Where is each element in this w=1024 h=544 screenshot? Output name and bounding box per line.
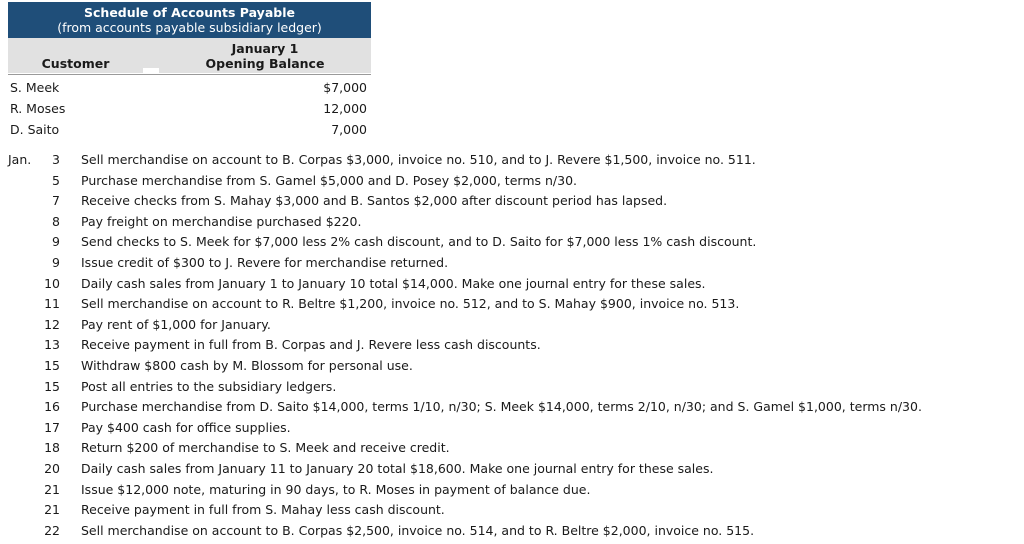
transaction-day: 17 (44, 419, 60, 435)
transaction-day: 9 (52, 254, 60, 270)
transaction-description: Sell merchandise on account to B. Corpas $3,000, invoice no. 510, and to J. Revere $1,500, invoice no. 511. (81, 152, 756, 167)
transaction-row (0, 335, 1024, 356)
transaction-row (0, 500, 1024, 521)
transaction-day: 16 (44, 399, 60, 415)
transaction-day: 15 (44, 378, 60, 394)
supplier-name: S. Meek (10, 80, 60, 95)
opening-balance-column-header (159, 41, 371, 71)
transaction-month (0, 212, 40, 233)
transaction-description: Receive payment in full from B. Corpas and J. Revere less cash discounts. (81, 337, 541, 353)
transaction-row (0, 480, 1024, 501)
transaction-row (0, 212, 1024, 233)
transaction-day: 22 (44, 522, 60, 538)
transaction-row (0, 232, 1024, 253)
transaction-description: Purchase merchandise from S. Gamel $5,000 and D. Posey $2,000, terms n/30. (81, 172, 577, 188)
balance-header-line1: January 1 (231, 41, 299, 56)
opening-balance-amount: 7,000 (331, 122, 367, 137)
transaction-day: 21 (44, 481, 60, 497)
transaction-description: Send checks to S. Meek for $7,000 less 2% cash discount, and to D. Saito for $7,000 less 1% cash discount. (81, 234, 757, 250)
transaction-row (0, 191, 1024, 212)
transaction-day: 8 (52, 213, 60, 229)
transaction-month (0, 418, 40, 439)
transaction-month (0, 438, 40, 459)
transaction-day: 21 (44, 502, 60, 518)
supplier-name: R. Moses (10, 101, 66, 116)
transaction-day: 3 (52, 152, 60, 167)
transaction-day: 10 (44, 275, 60, 291)
transaction-month (0, 335, 40, 356)
schedule-row (8, 98, 371, 119)
transaction-month (0, 521, 40, 542)
transaction-month (0, 459, 40, 480)
transaction-description: Withdraw $800 cash by M. Blossom for personal use. (81, 357, 413, 373)
transaction-month (0, 253, 40, 274)
schedule-rows (8, 77, 371, 140)
transaction-list (0, 150, 1024, 541)
transaction-row (0, 294, 1024, 315)
transaction-row (0, 356, 1024, 377)
transaction-month (0, 397, 40, 418)
transaction-day: 20 (44, 460, 60, 476)
transaction-row (0, 171, 1024, 192)
transaction-row (0, 418, 1024, 439)
transaction-month (0, 294, 40, 315)
transaction-month (0, 315, 40, 336)
transaction-row (0, 315, 1024, 336)
transaction-row (0, 521, 1024, 542)
transaction-row (0, 274, 1024, 295)
header-rule (8, 74, 371, 75)
transaction-description: Pay freight on merchandise purchased $220. (81, 213, 362, 229)
balance-header-line2: Opening Balance (205, 56, 325, 71)
transaction-description: Pay $400 cash for office supplies. (81, 419, 291, 435)
customer-column-header: Customer (41, 56, 110, 71)
supplier-name: D. Saito (10, 122, 60, 137)
transaction-month (0, 191, 40, 212)
transaction-row (0, 150, 1024, 171)
opening-balance-amount: 12,000 (323, 101, 367, 116)
transaction-row (0, 397, 1024, 418)
transaction-description: Issue credit of $300 to J. Revere for merchandise returned. (81, 254, 449, 270)
transaction-description: Issue $12,000 note, maturing in 90 days, to R. Moses in payment of balance due. (81, 481, 591, 497)
schedule-title: Schedule of Accounts Payable (84, 5, 295, 20)
schedule-subtitle: (from accounts payable subsidiary ledger) (57, 20, 322, 35)
transaction-month (0, 274, 40, 295)
schedule-row (8, 77, 371, 98)
transaction-description: Sell merchandise on account to R. Beltre $1,200, invoice no. 512, and to S. Mahay $900, invoice no. 513. (81, 296, 740, 312)
transaction-row (0, 459, 1024, 480)
transaction-day: 5 (52, 172, 60, 188)
transaction-day: 12 (44, 316, 60, 332)
transaction-description: Daily cash sales from January 11 to January 20 total $18,600. Make one journal entry for these sales. (81, 460, 714, 476)
schedule-row (8, 119, 371, 140)
transaction-description: Receive checks from S. Mahay $3,000 and B. Santos $2,000 after discount period has lapsed. (81, 193, 668, 209)
transaction-month (0, 480, 40, 501)
transaction-day: 11 (44, 296, 60, 312)
transaction-day: 7 (52, 193, 60, 209)
transaction-day: 9 (52, 234, 60, 250)
schedule-title-bar (8, 2, 371, 38)
transaction-description: Receive payment in full from S. Mahay less cash discount. (81, 502, 445, 518)
transaction-month: Jan. (8, 152, 32, 167)
transaction-description: Return $200 of merchandise to S. Meek and receive credit. (81, 440, 450, 456)
transaction-month (0, 377, 40, 398)
schedule-header (8, 38, 371, 73)
transaction-row (0, 377, 1024, 398)
transaction-month (0, 232, 40, 253)
transaction-day: 13 (44, 337, 60, 353)
accounts-payable-schedule (8, 2, 371, 140)
transaction-row (0, 438, 1024, 459)
transaction-day: 15 (44, 357, 60, 373)
transaction-day: 18 (44, 440, 60, 456)
transaction-month (0, 356, 40, 377)
opening-balance-amount: $7,000 (323, 80, 367, 95)
transaction-row (0, 253, 1024, 274)
transaction-month (0, 171, 40, 192)
transaction-description: Sell merchandise on account to B. Corpas $2,500, invoice no. 514, and to R. Beltre $2,000, invoice no. 515. (81, 522, 755, 538)
header-divider (143, 68, 159, 73)
transaction-description: Post all entries to the subsidiary ledgers. (81, 378, 337, 394)
transaction-description: Pay rent of $1,000 for January. (81, 316, 271, 332)
transaction-description: Daily cash sales from January 1 to January 10 total $14,000. Make one journal entry for these sales. (81, 275, 706, 291)
transaction-month (0, 500, 40, 521)
transaction-description: Purchase merchandise from D. Saito $14,000, terms 1/10, n/30; S. Meek $14,000, terms 2/10, n/30; and S. Gamel $1,000, terms n/30. (81, 399, 922, 415)
